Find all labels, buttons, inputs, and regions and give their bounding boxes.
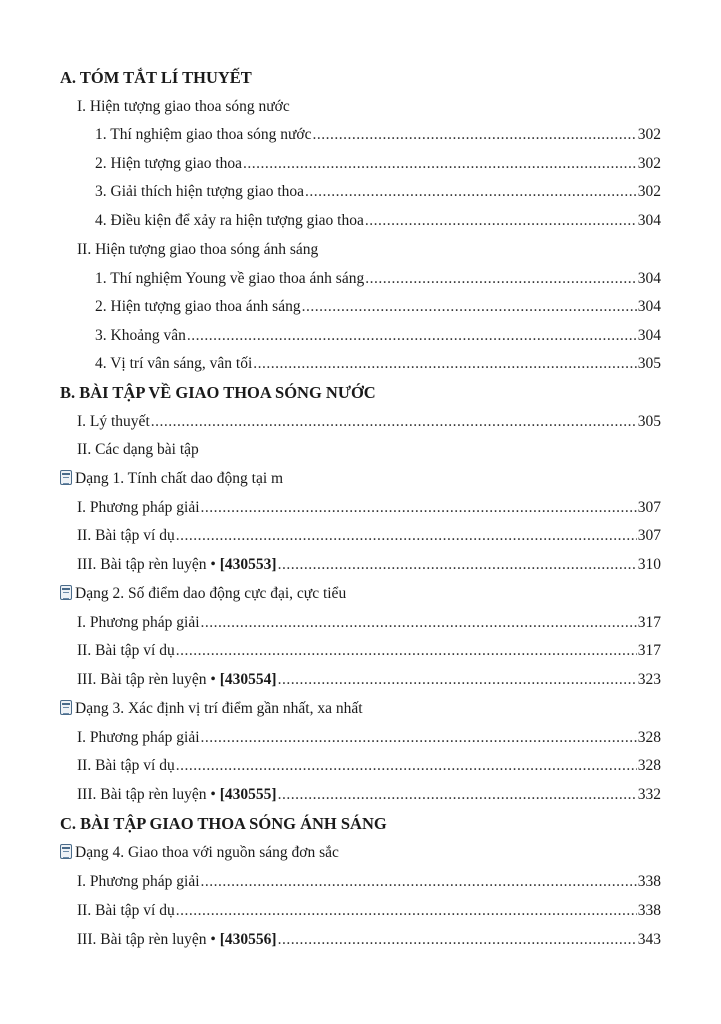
document-icon <box>60 585 72 600</box>
leader-dots <box>253 350 636 378</box>
toc-entry[interactable] <box>77 724 661 752</box>
exercise-code: [430553] <box>219 556 277 573</box>
page-number: 307 <box>637 499 661 516</box>
toc-entry[interactable] <box>77 752 661 780</box>
leader-dots <box>302 293 637 321</box>
page-number: 328 <box>637 729 661 746</box>
page-number: 323 <box>637 671 661 688</box>
leader-dots <box>278 551 637 579</box>
page-number: 305 <box>637 355 661 372</box>
toc-entry[interactable] <box>77 408 661 436</box>
entry-label: I. Phương pháp giải <box>77 499 200 516</box>
entry-label <box>77 926 277 954</box>
toc-entry[interactable] <box>95 207 661 235</box>
page-number: 328 <box>637 757 661 774</box>
toc-entry[interactable] <box>95 293 661 321</box>
page-number: 317 <box>637 614 661 631</box>
toc-entry[interactable] <box>77 897 661 925</box>
toc-entry[interactable] <box>95 178 661 206</box>
page-number: 305 <box>637 413 661 430</box>
entry-label: 2. Hiện tượng giao thoa ánh sáng <box>95 298 301 315</box>
page-number: 304 <box>637 270 661 287</box>
page-number: 304 <box>637 327 661 344</box>
dang-heading[interactable] <box>60 839 661 867</box>
entry-label <box>77 551 277 579</box>
leader-dots <box>176 637 637 665</box>
dang-title: Dạng 1. Tính chất dao động tại m <box>75 470 284 487</box>
toc-entry[interactable] <box>77 868 661 896</box>
entry-label: II. Bài tập ví dụ <box>77 642 175 659</box>
leader-dots <box>278 781 637 809</box>
entry-label: 1. Thí nghiệm Young về giao thoa ánh sáng <box>95 270 365 287</box>
page-number: 338 <box>637 873 661 890</box>
exercise-code: [430554] <box>219 671 277 688</box>
dang-heading[interactable] <box>60 695 661 723</box>
entry-label: 3. Giải thích hiện tượng giao thoa <box>95 183 305 200</box>
page-number: 317 <box>637 642 661 659</box>
toc-entry[interactable] <box>95 322 661 350</box>
document-icon <box>60 844 72 859</box>
subsection-heading[interactable]: II. Các dạng bài tập <box>77 441 199 458</box>
entry-label <box>77 666 277 694</box>
leader-dots <box>176 522 637 550</box>
toc-entry[interactable] <box>77 609 661 637</box>
leader-dots <box>201 724 637 752</box>
leader-dots <box>278 926 637 954</box>
entry-label-text: III. Bài tập rèn luyện • <box>77 786 220 803</box>
leader-dots <box>365 265 637 293</box>
page-number: 302 <box>637 183 661 200</box>
entry-label: 1. Thí nghiệm giao thoa sóng nước <box>95 126 312 143</box>
page-number: 307 <box>637 527 661 544</box>
entry-label: II. Bài tập ví dụ <box>77 527 175 544</box>
toc-entry[interactable] <box>95 265 661 293</box>
entry-label: 4. Vị trí vân sáng, vân tối <box>95 355 253 372</box>
leader-dots <box>176 897 637 925</box>
dang-title: Dạng 4. Giao thoa với nguồn sáng đơn sắc <box>75 844 339 861</box>
page-number: 304 <box>637 212 661 229</box>
dang-heading[interactable] <box>60 580 661 608</box>
page-number: 332 <box>637 786 661 803</box>
section-heading-c[interactable]: C. BÀI TẬP GIAO THOA SÓNG ÁNH SÁNG <box>60 814 387 833</box>
entry-label: I. Phương pháp giải <box>77 614 200 631</box>
exercise-code: [430555] <box>219 786 277 803</box>
document-icon <box>60 700 72 715</box>
leader-dots <box>243 150 637 178</box>
entry-label: 2. Hiện tượng giao thoa <box>95 155 243 172</box>
leader-dots <box>313 121 637 149</box>
toc-entry[interactable] <box>77 926 661 954</box>
toc-entry[interactable] <box>77 551 661 579</box>
entry-label <box>77 781 277 809</box>
toc-entry[interactable] <box>77 666 661 694</box>
entry-label-text: III. Bài tập rèn luyện • <box>77 931 220 948</box>
page-number: 302 <box>637 155 661 172</box>
leader-dots <box>365 207 637 235</box>
leader-dots <box>305 178 637 206</box>
section-heading-a[interactable]: A. TÓM TẮT LÍ THUYẾT <box>60 68 252 87</box>
exercise-code: [430556] <box>219 931 277 948</box>
subsection-heading[interactable]: II. Hiện tượng giao thoa sóng ánh sáng <box>77 241 319 258</box>
entry-label: II. Bài tập ví dụ <box>77 757 175 774</box>
leader-dots <box>201 494 637 522</box>
entry-label-text: III. Bài tập rèn luyện • <box>77 556 220 573</box>
dang-title: Dạng 3. Xác định vị trí điểm gần nhất, xa nhất <box>75 700 363 717</box>
document-icon <box>60 470 72 485</box>
dang-heading[interactable] <box>60 465 661 493</box>
page-number: 310 <box>637 556 661 573</box>
toc-entry[interactable] <box>95 121 661 149</box>
toc-entry[interactable] <box>77 781 661 809</box>
toc-entry[interactable] <box>77 494 661 522</box>
entry-label: I. Phương pháp giải <box>77 729 200 746</box>
page-number: 304 <box>637 298 661 315</box>
dang-title: Dạng 2. Số điểm dao động cực đại, cực tiểu <box>75 585 347 602</box>
toc-entry[interactable] <box>77 522 661 550</box>
toc-entry[interactable] <box>77 637 661 665</box>
entry-label-text: III. Bài tập rèn luyện • <box>77 671 220 688</box>
page-number: 338 <box>637 902 661 919</box>
subsection-heading[interactable]: I. Hiện tượng giao thoa sóng nước <box>77 98 290 115</box>
entry-label: II. Bài tập ví dụ <box>77 902 175 919</box>
leader-dots <box>201 609 637 637</box>
leader-dots <box>187 322 637 350</box>
entry-label: 3. Khoảng vân <box>95 327 186 344</box>
entry-label: I. Lý thuyết <box>77 413 150 430</box>
toc-entry[interactable] <box>95 150 661 178</box>
leader-dots <box>151 408 637 436</box>
page-number: 343 <box>637 931 661 948</box>
entry-label: 4. Điều kiện để xảy ra hiện tượng giao thoa <box>95 212 364 229</box>
leader-dots <box>278 666 637 694</box>
section-heading-b[interactable]: B. BÀI TẬP VỀ GIAO THOA SÓNG NƯỚC <box>60 383 376 402</box>
leader-dots <box>176 752 637 780</box>
entry-label: I. Phương pháp giải <box>77 873 200 890</box>
leader-dots <box>201 868 637 896</box>
toc-entry[interactable] <box>95 350 661 378</box>
page-number: 302 <box>637 126 661 143</box>
